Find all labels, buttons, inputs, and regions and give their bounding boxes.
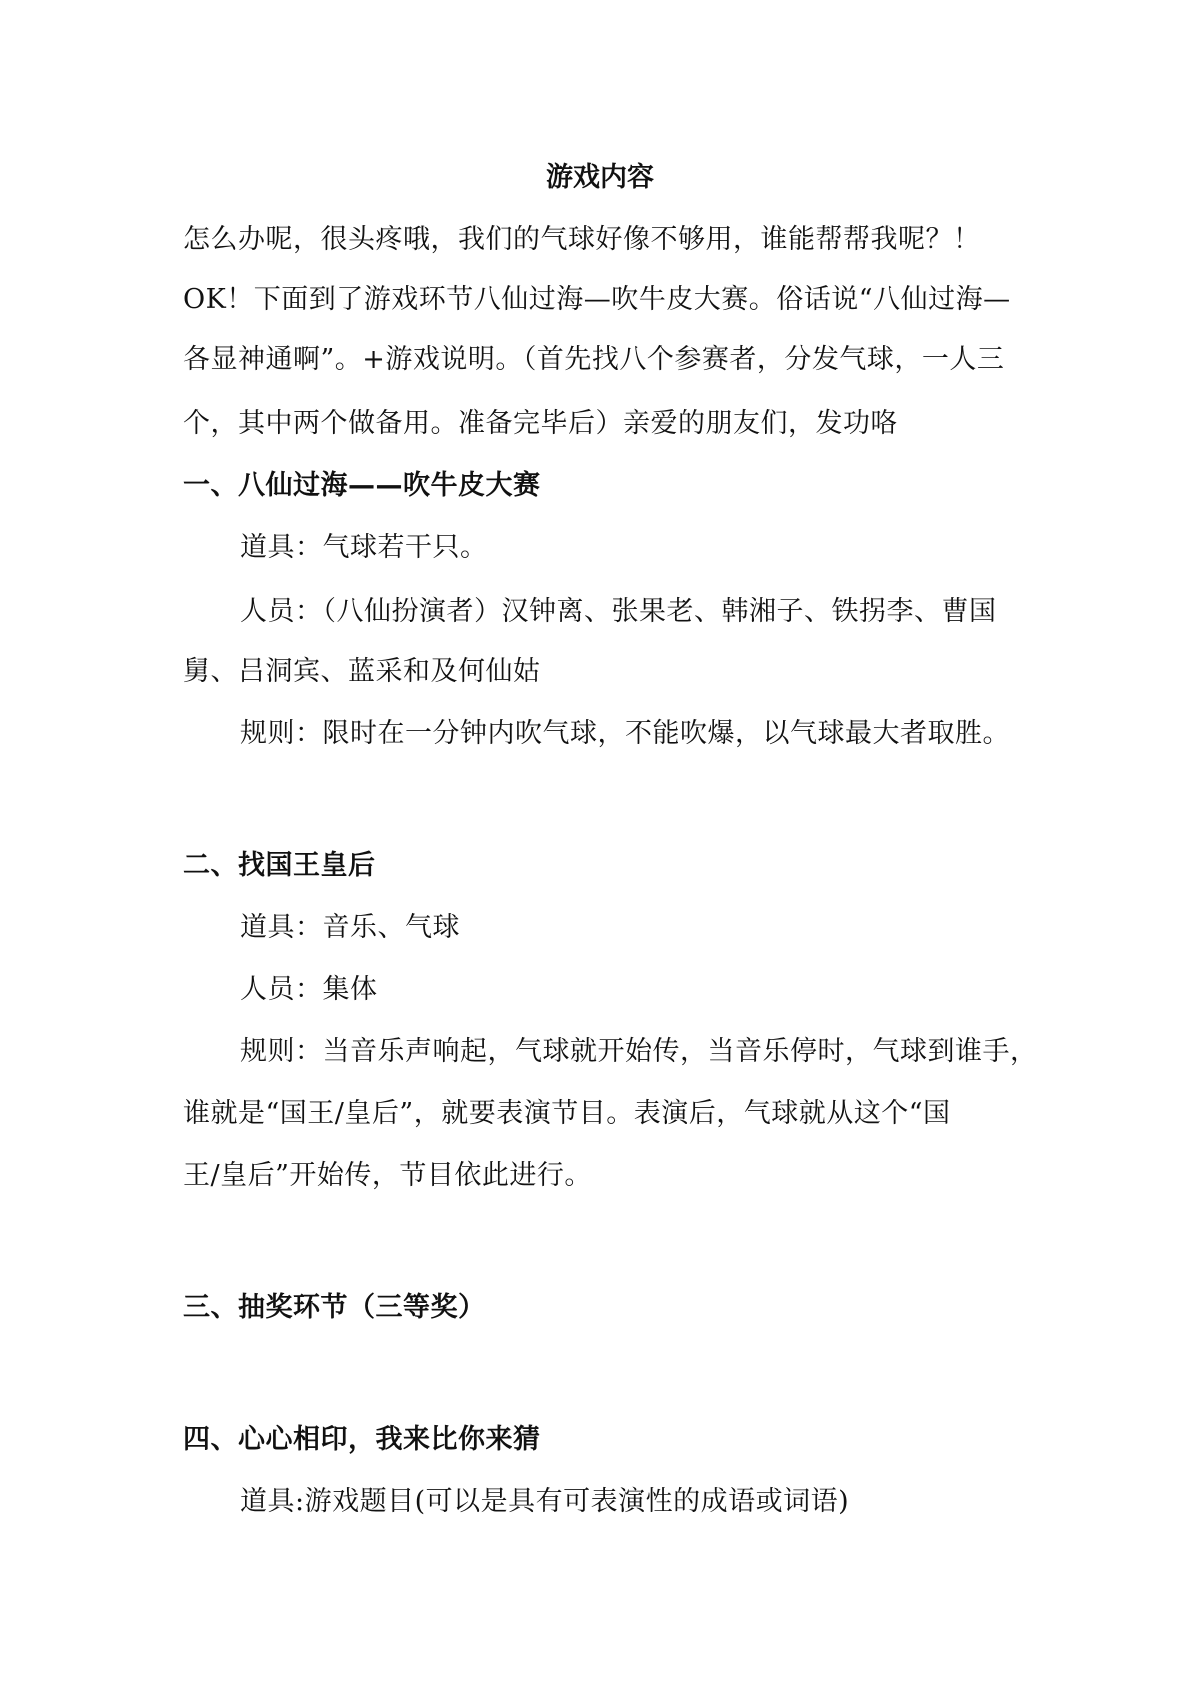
section-1-props: 道具：气球若干只。 [240,532,488,563]
section-2-rules-line-2: 谁就是“国王/皇后”，就要表演节目。表演后，气球就从这个“国 [183,1098,951,1129]
section-4-props: 道具:游戏题目(可以是具有可表演性的成语或词语) [240,1486,850,1517]
section-2-people: 人员：集体 [240,974,378,1005]
intro-line-4: 个，其中两个做备用。准备完毕后）亲爱的朋友们，发功咯 [183,408,898,439]
section-2-rules-line-1: 规则：当音乐声响起，气球就开始传，当音乐停时，气球到谁手， [240,1036,1038,1067]
section-1-people-line-2: 舅、吕洞宾、蓝采和及何仙姑 [183,656,541,687]
section-3-heading: 三、抽奖环节（三等奖） [183,1292,486,1323]
section-1-heading: 一、八仙过海——吹牛皮大赛 [183,470,541,501]
intro-line-1: 怎么办呢，很头疼哦，我们的气球好像不够用，谁能帮帮我呢？！ [183,224,981,255]
intro-line-3: 各显神通啊”。+游戏说明。（首先找八个参赛者，分发气球，一人三 [183,344,1005,375]
section-2-props: 道具：音乐、气球 [240,912,460,943]
section-2-rules-line-3: 王/皇后”开始传，节目依此进行。 [183,1160,592,1191]
page-title: 游戏内容 [546,162,654,193]
section-1-people-line-1: 人员：（八仙扮演者）汉钟离、张果老、韩湘子、铁拐李、曹国 [240,596,997,627]
section-1-rules: 规则：限时在一分钟内吹气球，不能吹爆，以气球最大者取胜。 [240,718,1010,749]
section-2-heading: 二、找国王皇后 [183,850,376,881]
section-4-heading: 四、心心相印，我来比你来猜 [183,1424,541,1455]
intro-line-2: OK！下面到了游戏环节八仙过海—吹牛皮大赛。俗话说“八仙过海— [183,284,1011,315]
